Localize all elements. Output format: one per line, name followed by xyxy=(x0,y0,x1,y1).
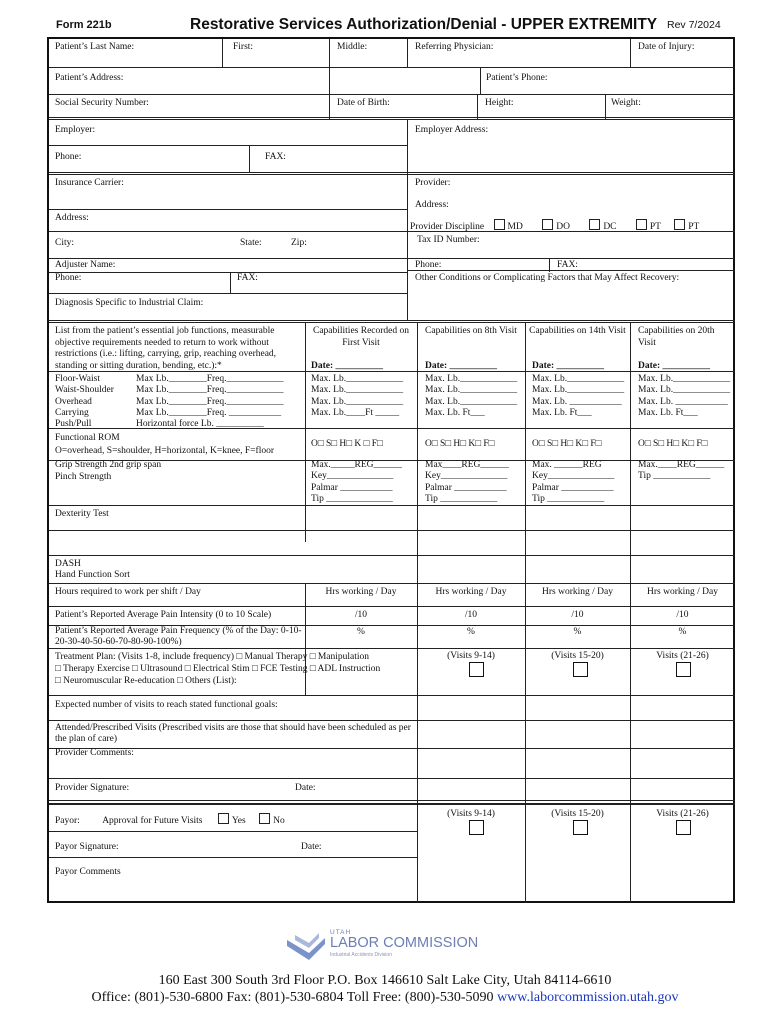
treatment-plan-line-2: □ Therapy Exercise □ Ultrasound □ Electrical Stim □ FCE Testing □ ADL Instruction xyxy=(55,664,381,674)
patient-address-label: Patient’s Address: xyxy=(55,73,124,83)
other-conditions-label: Other Conditions or Complicating Factors that May Affect Recovery: xyxy=(415,273,680,283)
insurance-fax-label: FAX: xyxy=(237,273,258,283)
hand-function-sort-label: Hand Function Sort xyxy=(55,570,130,580)
waist-shoulder-spec: Max Lb.________Freq.____________ xyxy=(136,385,284,396)
push-pull-label: Push/Pull xyxy=(55,419,92,430)
treatment-visits-21-26-checkbox[interactable] xyxy=(676,662,691,677)
form-title: Restorative Services Authorization/Denial - UPPER EXTREMITY xyxy=(190,16,658,33)
payor-visits-15-20-checkbox[interactable] xyxy=(573,820,588,835)
approval-no-checkbox[interactable] xyxy=(259,813,270,824)
col-20th-visit-hours: Hrs working / Day xyxy=(647,587,718,597)
col-first-visit-grip: Max._____REG______ Key______________ Palmar ___________ Tip ______________ xyxy=(311,460,403,504)
md-checkbox[interactable] xyxy=(494,219,505,230)
col-first-visit-rom: O□ S□ H□ K □ F□ xyxy=(311,439,383,449)
carrying-spec: Max Lb.________Freq. ___________ xyxy=(136,407,282,418)
payor-signature-date-label: Date: xyxy=(301,842,322,852)
do-checkbox[interactable] xyxy=(542,219,553,230)
referring-physician-label: Referring Physician: xyxy=(415,42,494,52)
col-20th-visit-title: Capabilities on 20th Visit xyxy=(638,326,715,348)
utah-logo-icon xyxy=(287,931,329,961)
treatment-visits-9-14: (Visits 9-14) xyxy=(447,651,495,661)
provider-discipline xyxy=(410,219,699,233)
md-option: MD xyxy=(507,222,523,232)
payor-signature-label: Payor Signature: xyxy=(55,842,119,852)
form-number: Form 221b xyxy=(56,19,112,31)
patient-middle-label: Middle: xyxy=(337,42,368,52)
col-8th-visit-frequency: % xyxy=(467,627,475,637)
payor-comments-label: Payor Comments xyxy=(55,867,121,877)
treatment-visits-15-20: (Visits 15-20) xyxy=(551,651,604,661)
col-first-visit-date: Date: __________ xyxy=(311,361,384,371)
tax-id-label: Tax ID Number: xyxy=(417,235,480,245)
col-first-visit-title: Capabilities Recorded on First Visit xyxy=(312,326,410,348)
col-14th-visit-intensity: /10 xyxy=(571,610,584,620)
logo-name: LABOR COMMISSION xyxy=(330,935,479,951)
treatment-plan-line-1: Treatment Plan: (Visits 1-8, include frequency) □ Manual Therapy □ Manipulation xyxy=(55,652,370,662)
col-20th-visit-frequency: % xyxy=(678,627,687,637)
hours-required-label: Hours required to work per shift / Day xyxy=(55,587,201,597)
functional-rom-label: Functional ROM xyxy=(55,433,120,443)
payor-label: Payor: xyxy=(55,816,80,826)
provider-signature-label: Provider Signature: xyxy=(55,783,130,793)
payor-visits-9-14: (Visits 9-14) xyxy=(447,809,495,819)
provider-fax-label: FAX: xyxy=(557,260,578,270)
col-20th-visit-rom: O□ S□ H□ K□ F□ xyxy=(638,439,708,449)
provider-signature-date-label: Date: xyxy=(295,783,316,793)
lift-categories xyxy=(55,374,114,430)
col-14th-visit-grip: Max. ______REG Key______________ Palmar ___________ Tip ____________ xyxy=(532,460,615,504)
ssn-label: Social Security Number: xyxy=(55,98,149,108)
provider-phone-label: Phone: xyxy=(415,260,442,270)
provider-label: Provider: xyxy=(415,178,451,188)
provider-discipline-label: Provider Discipline xyxy=(410,222,485,232)
payor-visits-15-20: (Visits 15-20) xyxy=(551,809,604,819)
payor-visits-9-14-checkbox[interactable] xyxy=(469,820,484,835)
job-functions-intro: List from the patient’s essential job functions, measurable objective requirements needed to return to work without restrictions (i.e.: lifting, carrying, grip, reaching overhead, standing or sitting duration, bending, etc.):* xyxy=(55,326,277,371)
floor-waist-label: Floor-Waist xyxy=(55,374,100,384)
pt-checkbox-2[interactable] xyxy=(674,219,685,230)
insurance-zip-label: Zip: xyxy=(291,238,307,248)
rom-legend: O=overhead, S=shoulder, H=horizontal, K=knee, F=floor xyxy=(55,446,275,456)
col-8th-visit-date: Date: __________ xyxy=(425,361,498,371)
employer-label: Employer: xyxy=(55,125,96,135)
col-8th-visit-title: Capabilities on 8th Visit xyxy=(425,326,517,336)
col-8th-visit-rom: O□ S□ H□ K□ F□ xyxy=(425,439,495,449)
insurance-phone-label: Phone: xyxy=(55,273,82,283)
col-20th-visit-date: Date: __________ xyxy=(638,361,711,371)
weight-label: Weight: xyxy=(611,98,641,108)
col-14th-visit-frequency: % xyxy=(573,627,582,637)
do-option: DO xyxy=(556,222,570,232)
labor-commission-logo xyxy=(287,929,487,963)
provider-comments-label: Provider Comments: xyxy=(55,748,134,758)
expected-visits-label: Expected number of visits to reach stated functional goals: xyxy=(55,700,278,710)
insurance-address-label: Address: xyxy=(55,213,89,223)
dc-checkbox[interactable] xyxy=(589,219,600,230)
overhead-label: Overhead xyxy=(55,396,92,407)
insurance-state-label: State: xyxy=(240,238,262,248)
push-pull-spec: Horizontal force Lb. __________ xyxy=(136,419,264,430)
col-first-visit-frequency: % xyxy=(357,627,365,637)
pt-option: PT xyxy=(649,222,661,232)
attended-visits-label: Attended/Prescribed Visits (Prescribed visits are those that should have been scheduled as per the plan of care) xyxy=(55,723,411,744)
col-14th-visit-hours: Hrs working / Day xyxy=(542,587,613,597)
pt-option-2: PT xyxy=(688,222,700,232)
dexterity-test-label: Dexterity Test xyxy=(55,509,109,519)
approval-yes-label: Yes xyxy=(231,816,246,826)
grip-strength-label: Grip Strength 2nd grip span xyxy=(55,460,162,470)
provider-address-label: Address: xyxy=(415,200,449,210)
col-8th-visit-intensity: /10 xyxy=(464,610,478,620)
approval-label: Approval for Future Visits xyxy=(102,816,203,826)
pain-intensity-label: Patient’s Reported Average Pain Intensity (0 to 10 Scale) xyxy=(55,610,272,620)
payor-visits-21-26-checkbox[interactable] xyxy=(676,820,691,835)
pain-frequency-label: Patient’s Reported Average Pain Frequency (% of the Day: 0-10-20-30-40-50-60-70-80-90-100%) xyxy=(55,626,302,647)
patient-last-name-label: Patient’s Last Name: xyxy=(55,42,135,52)
pinch-strength-label: Pinch Strength xyxy=(55,472,112,482)
height-label: Height: xyxy=(485,98,514,108)
authorization-form xyxy=(47,37,735,903)
treatment-plan-line-3: □ Neuromuscular Re-education □ Others (List): xyxy=(55,676,237,686)
col-14th-visit-lift: Max. Lb.____________ Max. Lb.____________ Max. Lb. ___________ Max. Lb. Ft___ xyxy=(532,374,625,418)
treatment-visits-15-20-checkbox[interactable] xyxy=(573,662,588,677)
col-20th-visit-lift: Max. Lb.____________ Max. Lb.____________ Max. Lb. ___________ Max. Lb. Ft___ xyxy=(638,374,731,418)
footer-address: 160 East 300 South 3rd Floor P.O. Box 146610 Salt Lake City, Utah 84114-6610 xyxy=(158,973,612,988)
treatment-visits-21-26: Visits (21-26) xyxy=(656,651,709,661)
lift-specs xyxy=(136,374,284,430)
footer-phones: Office: (801)-530-6800 Fax: (801)-530-6804 Toll Free: (800)-530-5090 xyxy=(91,990,494,1005)
logo-utah: UTAH xyxy=(330,929,352,936)
col-14th-visit-date: Date: __________ xyxy=(532,361,605,371)
treatment-visits-9-14-checkbox[interactable] xyxy=(469,662,484,677)
col-8th-visit-grip: Max____REG______ Key______________ Palmar ___________ Tip ____________ xyxy=(425,460,509,504)
insurance-carrier-label: Insurance Carrier: xyxy=(55,178,124,188)
col-first-visit-intensity: /10 xyxy=(354,610,368,620)
col-8th-visit-lift: Max. Lb.____________ Max. Lb.____________ Max. Lb.____________ Max. Lb. Ft___ xyxy=(425,374,518,418)
footer-contact xyxy=(0,990,770,1006)
carrying-label: Carrying xyxy=(55,407,89,418)
waist-shoulder-label: Waist-Shoulder xyxy=(55,385,114,396)
col-14th-visit-rom: O□ S□ H□ K□ F□ xyxy=(532,439,602,449)
col-20th-visit-grip: Max.____REG______ Tip ____________ xyxy=(638,460,725,482)
adjuster-name-label: Adjuster Name: xyxy=(55,260,116,270)
insurance-city-label: City: xyxy=(55,238,75,248)
col-14th-visit-title: Capabilities on 14th Visit xyxy=(529,326,626,336)
patient-first-name-label: First: xyxy=(233,42,254,52)
overhead-spec: Max Lb.________Freq.____________ xyxy=(136,396,284,407)
employer-fax-label: FAX: xyxy=(265,152,286,162)
diagnosis-label: Diagnosis Specific to Industrial Claim: xyxy=(55,298,204,308)
col-20th-visit-intensity: /10 xyxy=(676,610,689,620)
col-8th-visit-hours: Hrs working / Day xyxy=(435,587,507,597)
date-of-injury-label: Date of Injury: xyxy=(638,42,695,52)
logo-division: Industrial Accidents Division xyxy=(330,952,392,958)
employer-address-label: Employer Address: xyxy=(415,125,489,135)
website-link[interactable]: www.laborcommission.utah.gov xyxy=(497,990,679,1005)
employer-phone-label: Phone: xyxy=(55,152,82,162)
pt-checkbox[interactable] xyxy=(636,219,647,230)
treatment-plan xyxy=(55,651,380,687)
dash-label: DASH xyxy=(55,559,81,569)
dc-option: DC xyxy=(603,222,617,232)
patient-phone-label: Patient’s Phone: xyxy=(486,73,548,83)
col-first-visit-hours: Hrs working / Day xyxy=(325,587,397,597)
dob-label: Date of Birth: xyxy=(337,98,390,108)
floor-waist-spec: Max Lb.________Freq.____________ xyxy=(136,374,284,384)
revision: Rev 7/2024 xyxy=(667,19,721,31)
col-first-visit-lift: Max. Lb.____________ Max. Lb.____________ Max. Lb.____________ Max. Lb.____Ft _____ xyxy=(311,374,404,418)
payor-approval-row xyxy=(55,813,285,827)
approval-yes-checkbox[interactable] xyxy=(218,813,229,824)
payor-visits-21-26: Visits (21-26) xyxy=(656,809,709,819)
approval-no-label: No xyxy=(273,816,285,826)
